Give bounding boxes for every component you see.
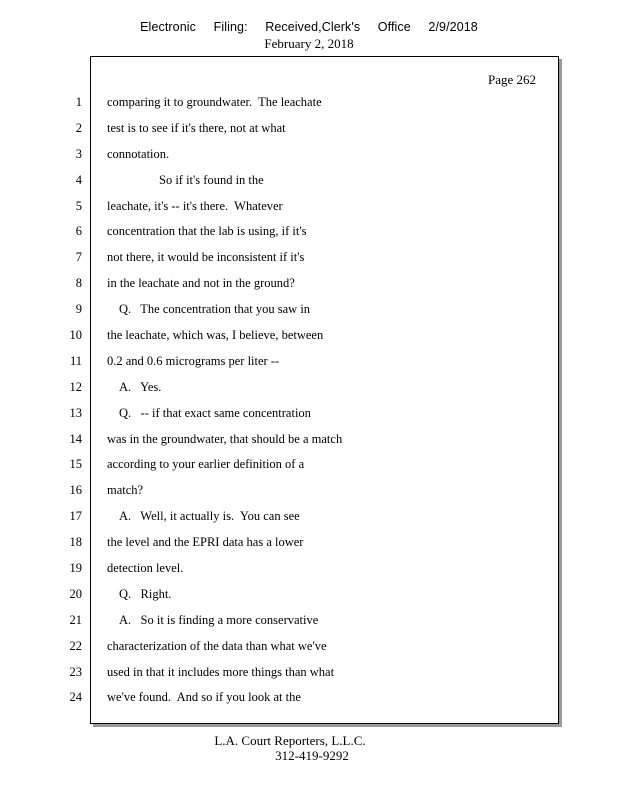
stamp-office: Office [377,20,411,34]
line-number: 3 [75,146,82,161]
line-number: 8 [75,276,82,291]
court-reporter-phone: 312-419-9292 [275,748,349,763]
stamp-filing: Filing: [213,20,248,34]
transcript-line: characterization of the data than what we've [107,638,327,653]
transcript-lines [107,94,547,715]
transcript-line: comparing it to groundwater. The leachate [107,95,322,109]
line-number: 21 [69,612,82,627]
line-number: 4 [75,172,82,187]
transcript-line: Q. The concentration that you saw in [119,302,311,317]
transcript-line: connotation. [107,146,170,161]
transcript-line: Q. Right. [119,586,172,601]
line-number: 20 [69,586,82,601]
transcript-line: in the leachate and not in the ground? [107,276,295,291]
line-number: 13 [69,405,82,420]
stamp-received-clerks: Received,Clerk's [265,20,361,34]
transcript-line: So if it's found in the [159,172,264,187]
line-number: 12 [69,379,82,394]
line-number: 1 [75,95,82,109]
line-number: 18 [69,535,82,550]
court-reporter-firm: L.A. Court Reporters, L.L.C. [214,733,366,748]
transcript-line: was in the groundwater, that should be a match [107,431,343,446]
line-number: 17 [69,509,82,524]
line-number: 11 [69,353,82,368]
transcript-line: 0.2 and 0.6 micrograms per liter -- [107,353,280,368]
transcript-line: we've found. And so if you look at the [107,690,301,705]
line-number: 15 [69,457,82,472]
line-number: 9 [75,302,82,317]
transcript-line: according to your earlier definition of a [107,457,305,472]
transcript-line: not there, it would be inconsistent if it's [107,250,305,265]
line-number: 6 [75,224,82,239]
transcript-line: A. Well, it actually is. You can see [119,509,300,524]
line-number: 14 [69,431,82,446]
transcript-line: used in that it includes more things than what [107,664,335,679]
line-number: 24 [69,690,82,705]
transcript-line: A. Yes. [119,379,162,394]
line-number: 16 [69,483,82,498]
transcript-line: detection level. [107,561,184,576]
transcript-date: February 2, 2018 [264,36,354,51]
stamp-electronic: Electronic [140,20,197,34]
line-number: 23 [69,664,82,679]
transcript-line: concentration that the lab is using, if it's [107,224,307,239]
transcript-line: the level and the EPRI data has a lower [107,535,304,550]
page-number: Page 262 [487,72,536,87]
transcript-line: leachate, it's -- it's there. Whatever [107,198,283,213]
transcript-line: match? [107,483,144,498]
line-number: 22 [69,638,82,653]
transcript-line: A. So it is finding a more conservative [119,612,319,627]
filing-stamp [0,20,618,34]
line-number: 5 [75,198,82,213]
line-number: 2 [75,120,82,135]
transcript-line: Q. -- if that exact same concentration [119,405,311,420]
transcript-line: test is to see if it's there, not at what [107,120,286,135]
line-number: 10 [69,328,82,343]
line-number-column [60,94,82,715]
line-number: 19 [69,561,82,576]
transcript-line: the leachate, which was, I believe, between [107,328,324,343]
stamp-date: 2/9/2018 [428,20,478,34]
line-number: 7 [75,250,82,265]
